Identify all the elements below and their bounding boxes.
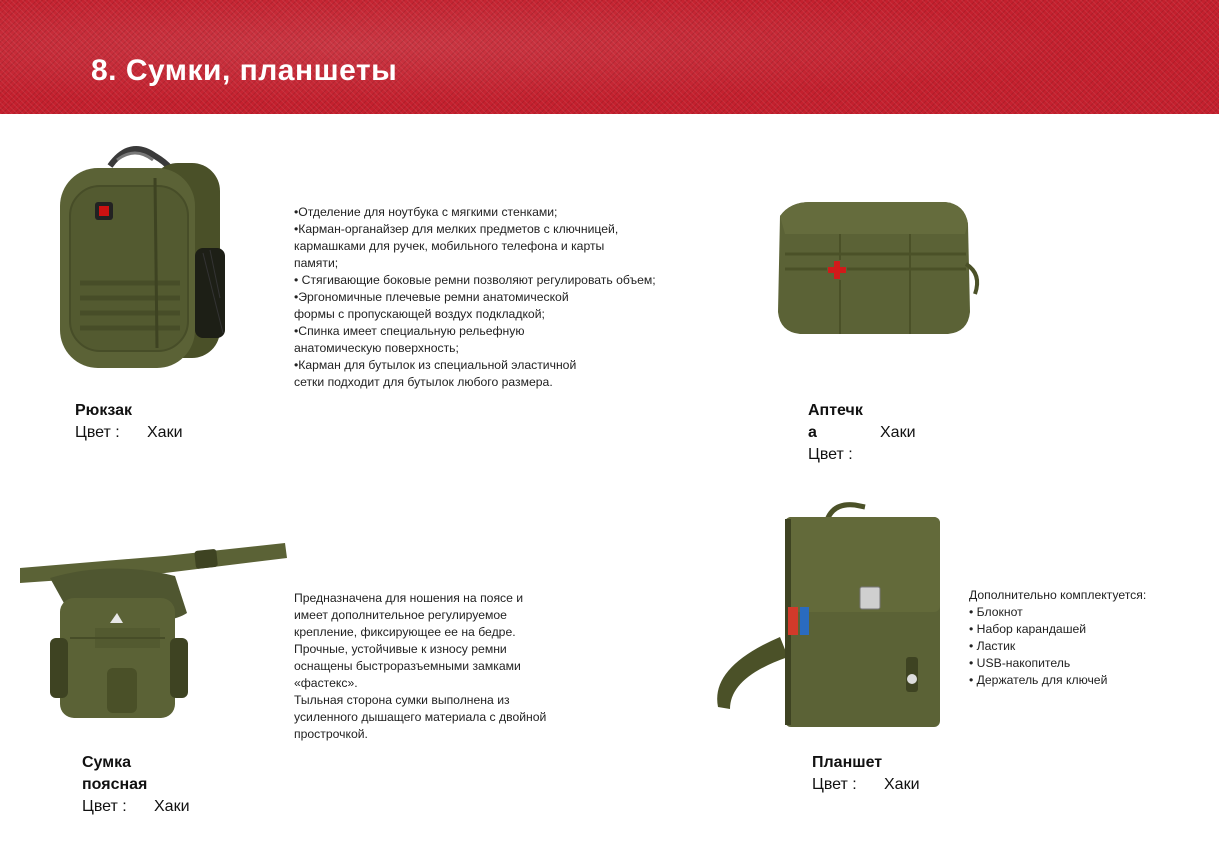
backpack-description: •Отделение для ноутбука с мягкими стенками; •Карман-органайзер для мелких предметов с ключницей, кармашками для ручек, мобильного телефона и карты памяти; • Стягивающие боковые ремни позволяют регулировать объем; •Эргономичные плечевые ремни анатомической формы с пропускающей воздух подкладкой; •Спинка имеет специальную рельефную анатомическую поверхность; •Карман для бутылок из специальной эластичной сетки подходит для бутылок любого размера. [294, 205, 656, 389]
tablet-caption [812, 752, 920, 796]
first-aid-kit-image [770, 194, 985, 339]
waist-bag-description: Предназначена для ношения на поясе и имеет дополнительное регулируемое крепление, фиксирующее ее на бедре. Прочные, устойчивые к износу ремни оснащены быстроразъемными замками «фастекс». Тыльная сторона сумки выполнена из усиленного дышащего материала с двойной прострочкой. [294, 591, 547, 741]
backpack-caption [75, 400, 183, 444]
color-label: Цвет : [808, 446, 853, 463]
waist-bag-image [15, 528, 290, 728]
list-item: • USB-накопитель [969, 656, 1071, 670]
color-label: Цвет : [812, 776, 857, 793]
tablet-extras-title: Дополнительно комплектуется: [969, 588, 1147, 602]
tablet-extras [969, 587, 1209, 689]
list-item: • Ластик [969, 639, 1016, 653]
color-value: Хаки [880, 424, 916, 441]
product-name: Рюкзак [75, 402, 132, 419]
color-value: Хаки [884, 776, 920, 793]
header-banner [0, 0, 1219, 114]
list-item: • Держатель для ключей [969, 673, 1108, 687]
product-name: Сумка поясная [82, 754, 148, 793]
waist-bag-caption [82, 752, 190, 818]
product-name: Планшет [812, 754, 883, 771]
first-aid-caption [808, 400, 916, 466]
list-item: • Набор карандашей [969, 622, 1087, 636]
color-value: Хаки [154, 798, 190, 815]
color-label: Цвет : [82, 798, 127, 815]
tablet-extras-list [969, 604, 1209, 689]
product-name: Аптечк а [808, 402, 863, 441]
page-title: 8. Сумки, планшеты [91, 54, 398, 87]
color-label: Цвет : [75, 424, 120, 441]
list-item: • Блокнот [969, 605, 1023, 619]
tablet-bag-image [710, 497, 945, 737]
color-value: Хаки [147, 424, 183, 441]
backpack-image [55, 138, 235, 373]
